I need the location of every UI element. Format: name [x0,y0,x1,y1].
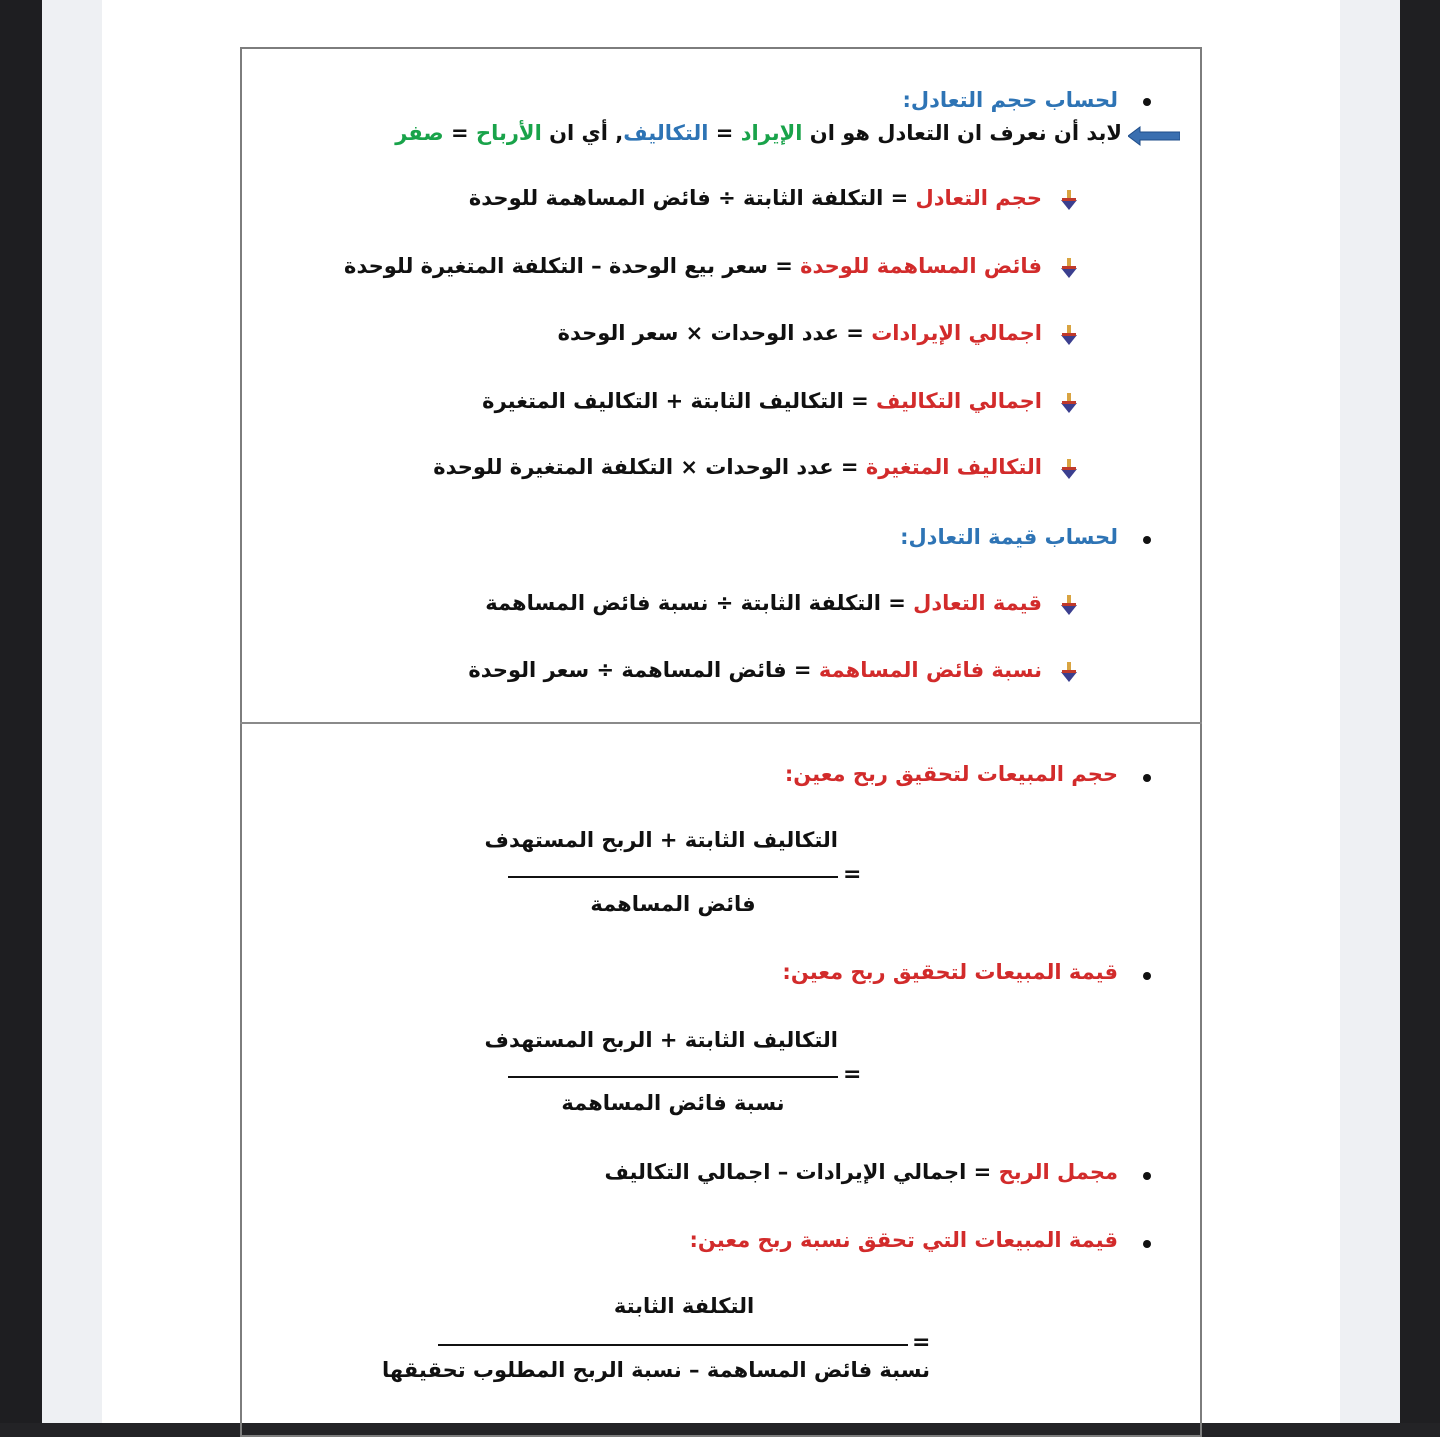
formula-gross-profit: مجمل الربح = اجمالي الإيرادات – اجمالي التكاليف [604,1160,1118,1184]
hand-pointer-icon [1058,188,1080,212]
fraction-bar [508,1076,838,1078]
viewer-left-edge [0,0,42,1423]
fraction-bar [508,876,838,878]
equals-sign: = [843,862,862,887]
table-divider [240,722,1202,724]
fraction-numerator: التكاليف الثابتة + الربح المستهدف [484,828,838,852]
intro-line: لابد أن نعرف ان التعادل هو ان الإيراد = التكاليف, أي ان الأرباح = صفر [395,121,1122,145]
formula-variable-costs: التكاليف المتغيرة = عدد الوحدات × التكلفة المتغيرة للوحدة [433,455,1042,479]
sales-value-ratio-heading: قيمة المبيعات التي تحقق نسبة ربح معين: [689,1228,1118,1252]
formula-unit-contribution-margin: فائض المساهمة للوحدة = سعر بيع الوحدة – التكلفة المتغيرة للوحدة [344,254,1042,278]
formula-breakeven-value: قيمة التعادل = التكلفة الثابتة ÷ نسبة فائض المساهمة [485,591,1042,615]
viewer-right-gutter [1340,0,1400,1423]
hand-pointer-icon [1058,593,1080,617]
section1-heading: لحساب حجم التعادل: [902,88,1118,112]
formula-total-costs: اجمالي التكاليف = التكاليف الثابتة + التكاليف المتغيرة [482,389,1042,413]
hand-pointer-icon [1058,391,1080,415]
sales-value-heading: قيمة المبيعات لتحقيق ربح معين: [782,960,1118,984]
formula-contribution-margin-ratio: نسبة فائض المساهمة = فائض المساهمة ÷ سعر الوحدة [468,658,1042,682]
equals-sign: = [843,1062,862,1087]
hand-pointer-icon [1058,457,1080,481]
viewer-right-edge [1400,0,1440,1423]
hand-pointer-icon [1058,660,1080,684]
formula-total-revenue: اجمالي الإيرادات = عدد الوحدات × سعر الوحدة [557,321,1042,345]
equals-sign: = [912,1330,931,1355]
bullet-icon [1143,774,1151,782]
fraction-denominator: نسبة فائض المساهمة [561,1091,785,1115]
bullet-icon [1143,536,1151,544]
bullet-icon [1143,98,1151,106]
formula-breakeven-volume: حجم التعادل = التكلفة الثابتة ÷ فائض المساهمة للوحدة [468,186,1042,210]
fraction-denominator: فائض المساهمة [590,892,756,916]
fraction-numerator: التكلفة الثابتة [613,1294,755,1318]
bullet-icon [1143,1172,1151,1180]
sales-volume-heading: حجم المبيعات لتحقيق ربح معين: [784,762,1118,786]
fraction-numerator: التكاليف الثابتة + الربح المستهدف [484,1028,838,1052]
bullet-icon [1143,972,1151,980]
hand-pointer-icon [1058,256,1080,280]
fraction-bar [438,1344,908,1346]
bullet-icon [1143,1240,1151,1248]
viewer-left-gutter [42,0,102,1423]
hand-pointer-icon [1058,323,1080,347]
left-arrow-icon [1128,126,1180,146]
fraction-denominator: نسبة فائض المساهمة – نسبة الربح المطلوب تحقيقها [382,1358,930,1382]
section2-heading: لحساب قيمة التعادل: [900,525,1118,549]
